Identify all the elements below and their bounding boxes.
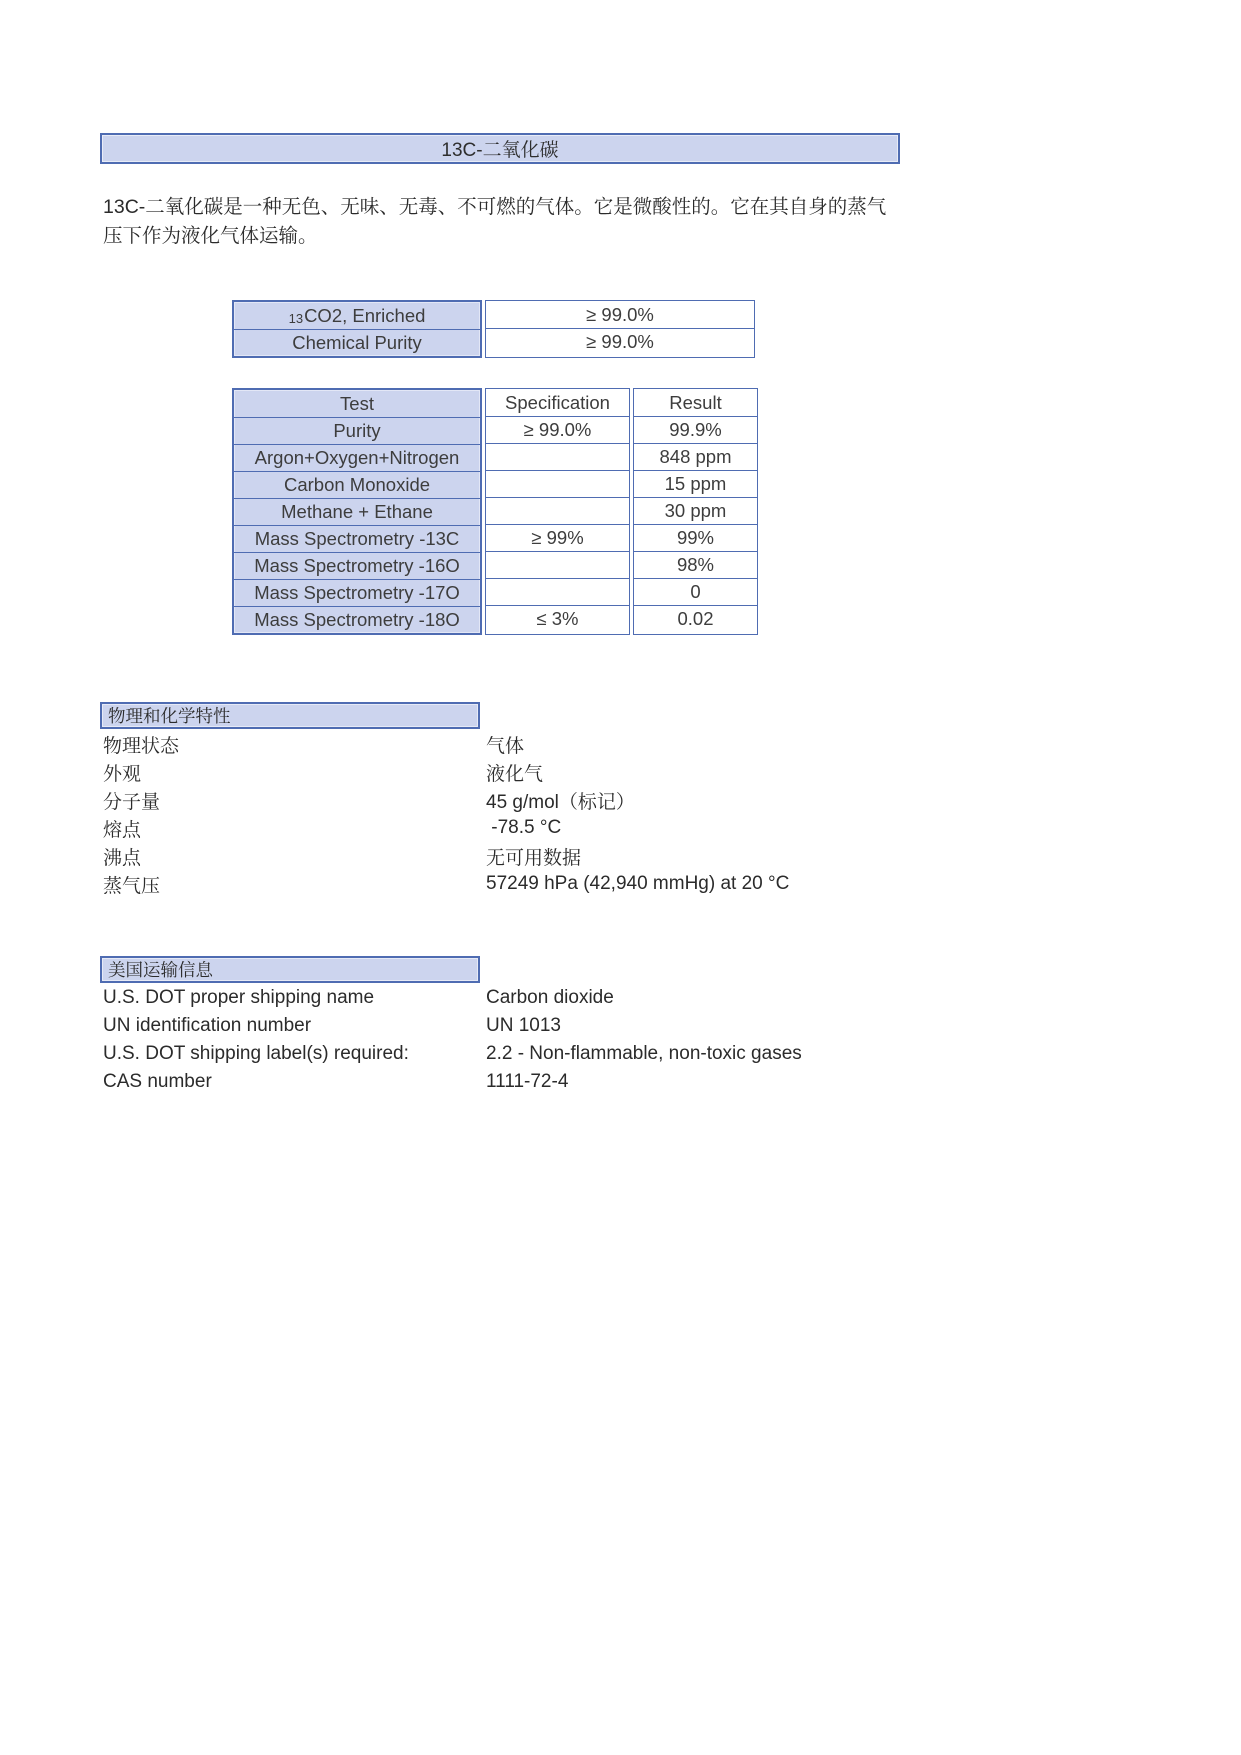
isotope-subscript: 13	[288, 311, 304, 326]
intro-paragraph	[103, 193, 913, 251]
kv-value: 2.2 - Non-flammable, non-toxic gases	[486, 1043, 802, 1064]
kv-row	[103, 814, 1103, 842]
physical-section-header	[100, 702, 480, 729]
test-table-test-column	[232, 388, 482, 635]
kv-value: 无可用数据	[486, 847, 582, 869]
kv-value: 液化气	[486, 763, 544, 785]
test-table-specification-column	[485, 388, 630, 635]
result-cell: 0	[634, 578, 757, 605]
purity-row-label-text: CO2, Enriched	[304, 304, 426, 326]
purity-table-row-label	[234, 329, 480, 356]
intro-line: 13C-二氧化碳是一种无色、无味、无毒、不可燃的气体。它是微酸性的。它在其自身的蒸气	[103, 196, 887, 218]
purity-table-row-value: ≥ 99.0%	[586, 303, 654, 325]
kv-label: 蒸气压	[103, 875, 161, 897]
specification-column-header: Specification	[505, 391, 610, 413]
test-cell: Argon+Oxygen+Nitrogen	[234, 444, 480, 471]
kv-label: U.S. DOT shipping label(s) required:	[103, 1043, 409, 1064]
test-cell: Carbon Monoxide	[234, 471, 480, 498]
specification-cell: ≥ 99.0%	[486, 416, 629, 443]
kv-row	[103, 1068, 1103, 1096]
result-cell: 848 ppm	[634, 443, 757, 470]
test-table	[232, 388, 758, 635]
kv-label: 熔点	[103, 819, 142, 841]
transport-info-list	[103, 984, 1103, 1096]
kv-value: 气体	[486, 735, 525, 757]
kv-row	[103, 870, 1103, 898]
result-column-header: Result	[669, 391, 722, 413]
result-cell: 30 ppm	[634, 497, 757, 524]
physical-section-title: 物理和化学特性	[108, 706, 231, 726]
kv-value: UN 1013	[486, 1015, 561, 1036]
specification-cell: ≤ 3%	[486, 605, 629, 632]
kv-label: 沸点	[103, 847, 142, 869]
test-cell: Purity	[234, 417, 480, 444]
result-cell: 99%	[634, 524, 757, 551]
kv-value: -78.5 °C	[486, 817, 562, 838]
kv-value: Carbon dioxide	[486, 987, 614, 1008]
kv-row	[103, 842, 1103, 870]
kv-label: CAS number	[103, 1071, 212, 1092]
purity-table-row-value: ≥ 99.0%	[486, 328, 754, 355]
kv-row	[103, 984, 1103, 1012]
test-cell: Mass Spectrometry -16O	[234, 552, 480, 579]
kv-row	[103, 786, 1103, 814]
specification-cell	[486, 551, 629, 578]
result-cell: 0.02	[634, 605, 757, 632]
kv-row	[103, 1012, 1103, 1040]
test-column-header: Test	[340, 392, 374, 414]
specification-cell	[486, 470, 629, 497]
test-cell: Mass Spectrometry -17O	[234, 579, 480, 606]
kv-label: 物理状态	[103, 735, 180, 757]
specification-cell	[486, 497, 629, 524]
page-title	[100, 133, 900, 164]
kv-row	[103, 1040, 1103, 1068]
purity-table-label-column	[232, 300, 482, 358]
kv-row	[103, 758, 1103, 786]
kv-value: 45 g/mol（标记）	[486, 791, 635, 813]
purity-table-value-column	[485, 300, 755, 358]
test-cell: Mass Spectrometry -18O	[234, 606, 480, 633]
physical-properties-list	[103, 730, 1103, 898]
specification-cell	[486, 443, 629, 470]
intro-line: 压下作为液化气体运输。	[103, 225, 318, 247]
kv-row	[103, 730, 1103, 758]
purity-table-row-label	[234, 302, 480, 329]
specification-cell	[486, 578, 629, 605]
page-title-text: 13C-二氧化碳	[441, 140, 559, 161]
result-cell: 99.9%	[634, 416, 757, 443]
kv-label: UN identification number	[103, 1015, 312, 1036]
result-cell: 98%	[634, 551, 757, 578]
test-cell: Methane + Ethane	[234, 498, 480, 525]
transport-section-title: 美国运输信息	[108, 960, 213, 980]
result-cell: 15 ppm	[634, 470, 757, 497]
kv-value: 1111-72-4	[486, 1071, 569, 1092]
kv-value: 57249 hPa (42,940 mmHg) at 20 °C	[486, 873, 790, 894]
purity-row-label-text: Chemical Purity	[292, 332, 422, 353]
kv-label: 外观	[103, 763, 142, 785]
kv-label: 分子量	[103, 791, 161, 813]
test-table-result-column	[633, 388, 758, 635]
transport-section-header	[100, 956, 480, 983]
specification-cell: ≥ 99%	[486, 524, 629, 551]
test-cell: Mass Spectrometry -13C	[234, 525, 480, 552]
kv-label: U.S. DOT proper shipping name	[103, 987, 375, 1008]
purity-table	[232, 300, 755, 358]
